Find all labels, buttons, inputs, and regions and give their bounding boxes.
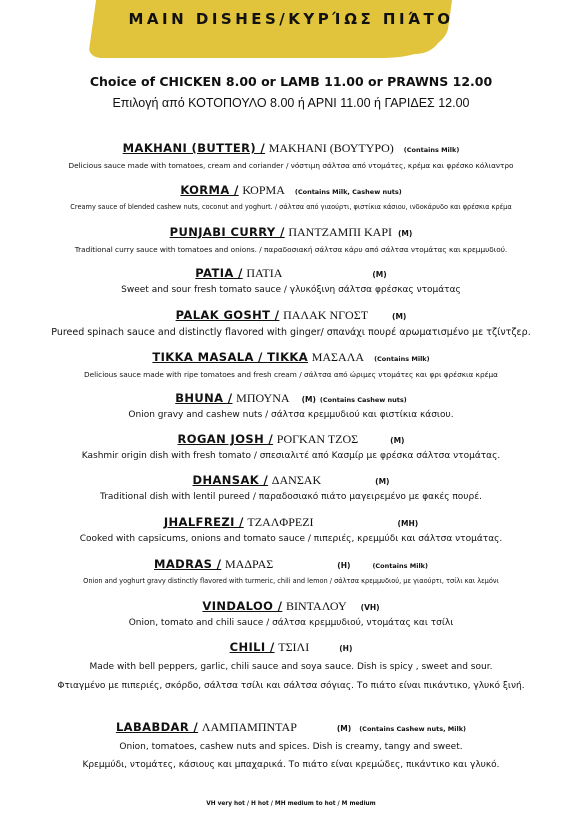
dish-allergen-tag: (Contains Cashew nuts, Milk) (359, 725, 467, 733)
dish-allergen-tag: (Contains Cashew nuts) (319, 396, 407, 404)
dish-description-greek: Φτιαγμένο με πιπεριές, σκόρδο, σάλτσα τσίλι και σάλτσα σόγιας. Το πιάτο είναι πικάντικο, γλυκό ξινή. (57, 681, 525, 691)
dish-description: Sweet and sour fresh tomato sauce / γλυκόξινη σάλτσα φρέσκας ντομάτας (121, 285, 461, 295)
dish-name-greek: ΤΣΙΛΙ (278, 640, 310, 654)
dish-description: Kashmir origin dish with fresh tomato / σπεσιαλιτέ από Κασμίρ με φρέσκα σάλτσα ντομάτας. (81, 451, 501, 461)
dish-description: Delicious sauce made with ripe tomatoes and fresh cream / σάλτσα από ώριμες ντομάτες και φρι φρέσκια κρέμα (84, 370, 498, 379)
dish-description: Onion and yoghurt gravy distinctly flavored with turmeric, chili and lemon / σάλτσα κρεμμυδιού, με γιαούρτι, τσίλι και λεμόνι (83, 577, 499, 585)
dish-name: JHALFREZI / (163, 515, 244, 529)
dish-korma (0, 182, 582, 215)
dish-heat-level: (M) (375, 477, 390, 486)
dish-heat-level: (M) (301, 395, 316, 404)
dish-patia (0, 265, 582, 298)
dish-description: Creamy sauce of blended cashew nuts, coconut and yoghurt. / σάλτσα από γιαούρτι, φιστίκια κάσιου, ινδοκάρυδο και φρέσκια κρέμα (70, 203, 512, 211)
heat-legend: VH very hot / H hot / MH medium to hot / M medium (206, 801, 376, 807)
dish-name-greek: ΡΟΓΚΑΝ ΤΖΟΣ (276, 432, 359, 446)
dish-name: TIKKA MASALA / TIKKA (152, 350, 309, 364)
dish-lababdar (0, 719, 582, 773)
dish-allergen-tag: (Contains Milk) (374, 355, 430, 363)
dish-heat-level: (MH) (397, 519, 419, 528)
dish-heat-level: (M) (392, 312, 407, 321)
dish-heat-level: (H) (339, 644, 353, 653)
dish-description: Onion, tomato and chili sauce / σάλτσα κρεμμυδιού, ντομάτας και τσίλι (128, 618, 454, 628)
dish-palak-gosht (0, 307, 582, 340)
choice-line-greek: Επιλογή από ΚΟΤΟΠΟΥΛΟ 8.00 ή ΑΡΝΙ 11.00 ή ΓΑΡΙΔΕΣ 12.00 (112, 96, 470, 110)
choice-line-english: Choice of CHICKEN 8.00 or LAMB 11.00 or PRAWNS 12.00 (89, 74, 493, 89)
dish-allergen-tag: (Contains Milk) (372, 562, 428, 570)
dish-name: KORMA / (180, 183, 239, 197)
dish-chili (0, 639, 582, 694)
dish-name: MAKHANI (BUTTER) / (122, 141, 266, 155)
dish-name: CHILI / (229, 640, 275, 654)
dish-vindaloo (0, 598, 582, 631)
dish-heat-level: (M) (372, 270, 387, 279)
dish-name-greek: ΠΑΛΑΚ ΝΓΟΣΤ (283, 308, 369, 322)
dish-bhuna (0, 390, 582, 423)
dish-name-greek: ΔΑΝΣΑΚ (271, 473, 322, 487)
dish-jhalfrezi (0, 514, 582, 547)
dish-allergen-tag: (Contains Milk, Cashew nuts) (294, 188, 402, 196)
dish-madras (0, 556, 582, 589)
dish-punjabi-curry (0, 224, 582, 257)
dish-name: BHUNA / (175, 391, 233, 405)
dish-name-greek: ΠΑΝΤΖΑΜΠΙ ΚΑΡΙ (288, 225, 392, 239)
dish-name-greek: ΚΟΡΜΑ (242, 183, 285, 197)
dish-rogan-josh (0, 431, 582, 464)
dish-heat-level: (M) (398, 229, 413, 238)
dish-name-greek: ΜΑΔΡΑΣ (225, 557, 274, 571)
dish-dhansak (0, 472, 582, 505)
dish-name-greek: ΜΑΣΑΛΑ (311, 350, 365, 364)
dish-description: Delicious sauce made with tomatoes, cream and coriander / νόστιμη σάλτσα από ντομάτες, κρέμα και φρέσκο κόλιαντρο (68, 161, 514, 170)
dish-name: VINDALOO / (202, 599, 283, 613)
dish-heat-level: (M) (390, 436, 405, 445)
dish-tikka-masala (0, 349, 582, 382)
dish-name: MADRAS / (154, 557, 222, 571)
dish-name-greek: ΜΠΟΥΝΑ (236, 391, 290, 405)
dish-description: Traditional dish with lentil pureed / παραδοσιακό πιάτο μαγειρεμένο με φακές πουρέ. (100, 492, 482, 502)
dish-description: Made with bell peppers, garlic, chili sauce and soya sauce. Dish is spicy , sweet and sour. (89, 662, 493, 672)
dish-name: ROGAN JOSH / (177, 432, 274, 446)
dish-allergen-tag: (Contains Milk) (403, 146, 460, 154)
dish-name-greek: ΠΑΤΙΑ (246, 266, 283, 280)
dish-name-greek: ΜΑΚΗΑΝΙ (ΒΟΥΤΥΡΟ) (268, 141, 394, 155)
dish-name: LABABDAR / (115, 720, 199, 734)
dish-heat-level: (M) (336, 724, 352, 733)
dish-description: Traditional curry sauce with tomatoes and onions. / παραδοσιακή σάλτσα κάρυ από σάλτσα ντομάτας και κρεμμυδιού. (74, 245, 508, 254)
dish-name-greek: ΒΙΝΤΑΛΟΥ (286, 599, 347, 613)
page-title: MAIN DISHES/ΚΥΡΊΩΣ ΠΙΆΤΟ (128, 10, 454, 28)
dish-description: Pureed spinach sauce and distinctly flavored with ginger/ σπανάχι πουρέ αρωματισμένο με τζίντζερ. (51, 327, 531, 338)
dish-name: PALAK GOSHT / (175, 308, 280, 322)
dish-name: PATIA / (195, 266, 243, 280)
dish-name: DHANSAK / (192, 473, 269, 487)
dish-name-greek: ΤΖΑΛΦΡΕΖΙ (247, 515, 314, 529)
dish-description: Cooked with capsicums, onions and tomato sauce / πιπεριές, κρεμμύδι και σάλτσα ντομάτας. (79, 534, 503, 544)
dish-description: Onion gravy and cashew nuts / σάλτσα κρεμμυδιού και φιστίκια κάσιου. (128, 410, 454, 420)
dish-name: PUNJABI CURRY / (169, 225, 285, 239)
dish-heat-level: (H) (337, 561, 351, 570)
dish-name-greek: ΛΑΜΠΑΜΠΝΤΑΡ (201, 720, 297, 734)
dish-description-greek: Κρεμμύδι, ντομάτες, κάσιους και μπαχαρικά. Το πιάτο είναι κρεμώδες, πικάντικο και γλυκό. (82, 760, 500, 770)
dish-description: Onion, tomatoes, cashew nuts and spices. Dish is creamy, tangy and sweet. (119, 742, 463, 752)
dish-heat-level: (VH) (360, 603, 380, 612)
dish-makhani (0, 140, 582, 173)
